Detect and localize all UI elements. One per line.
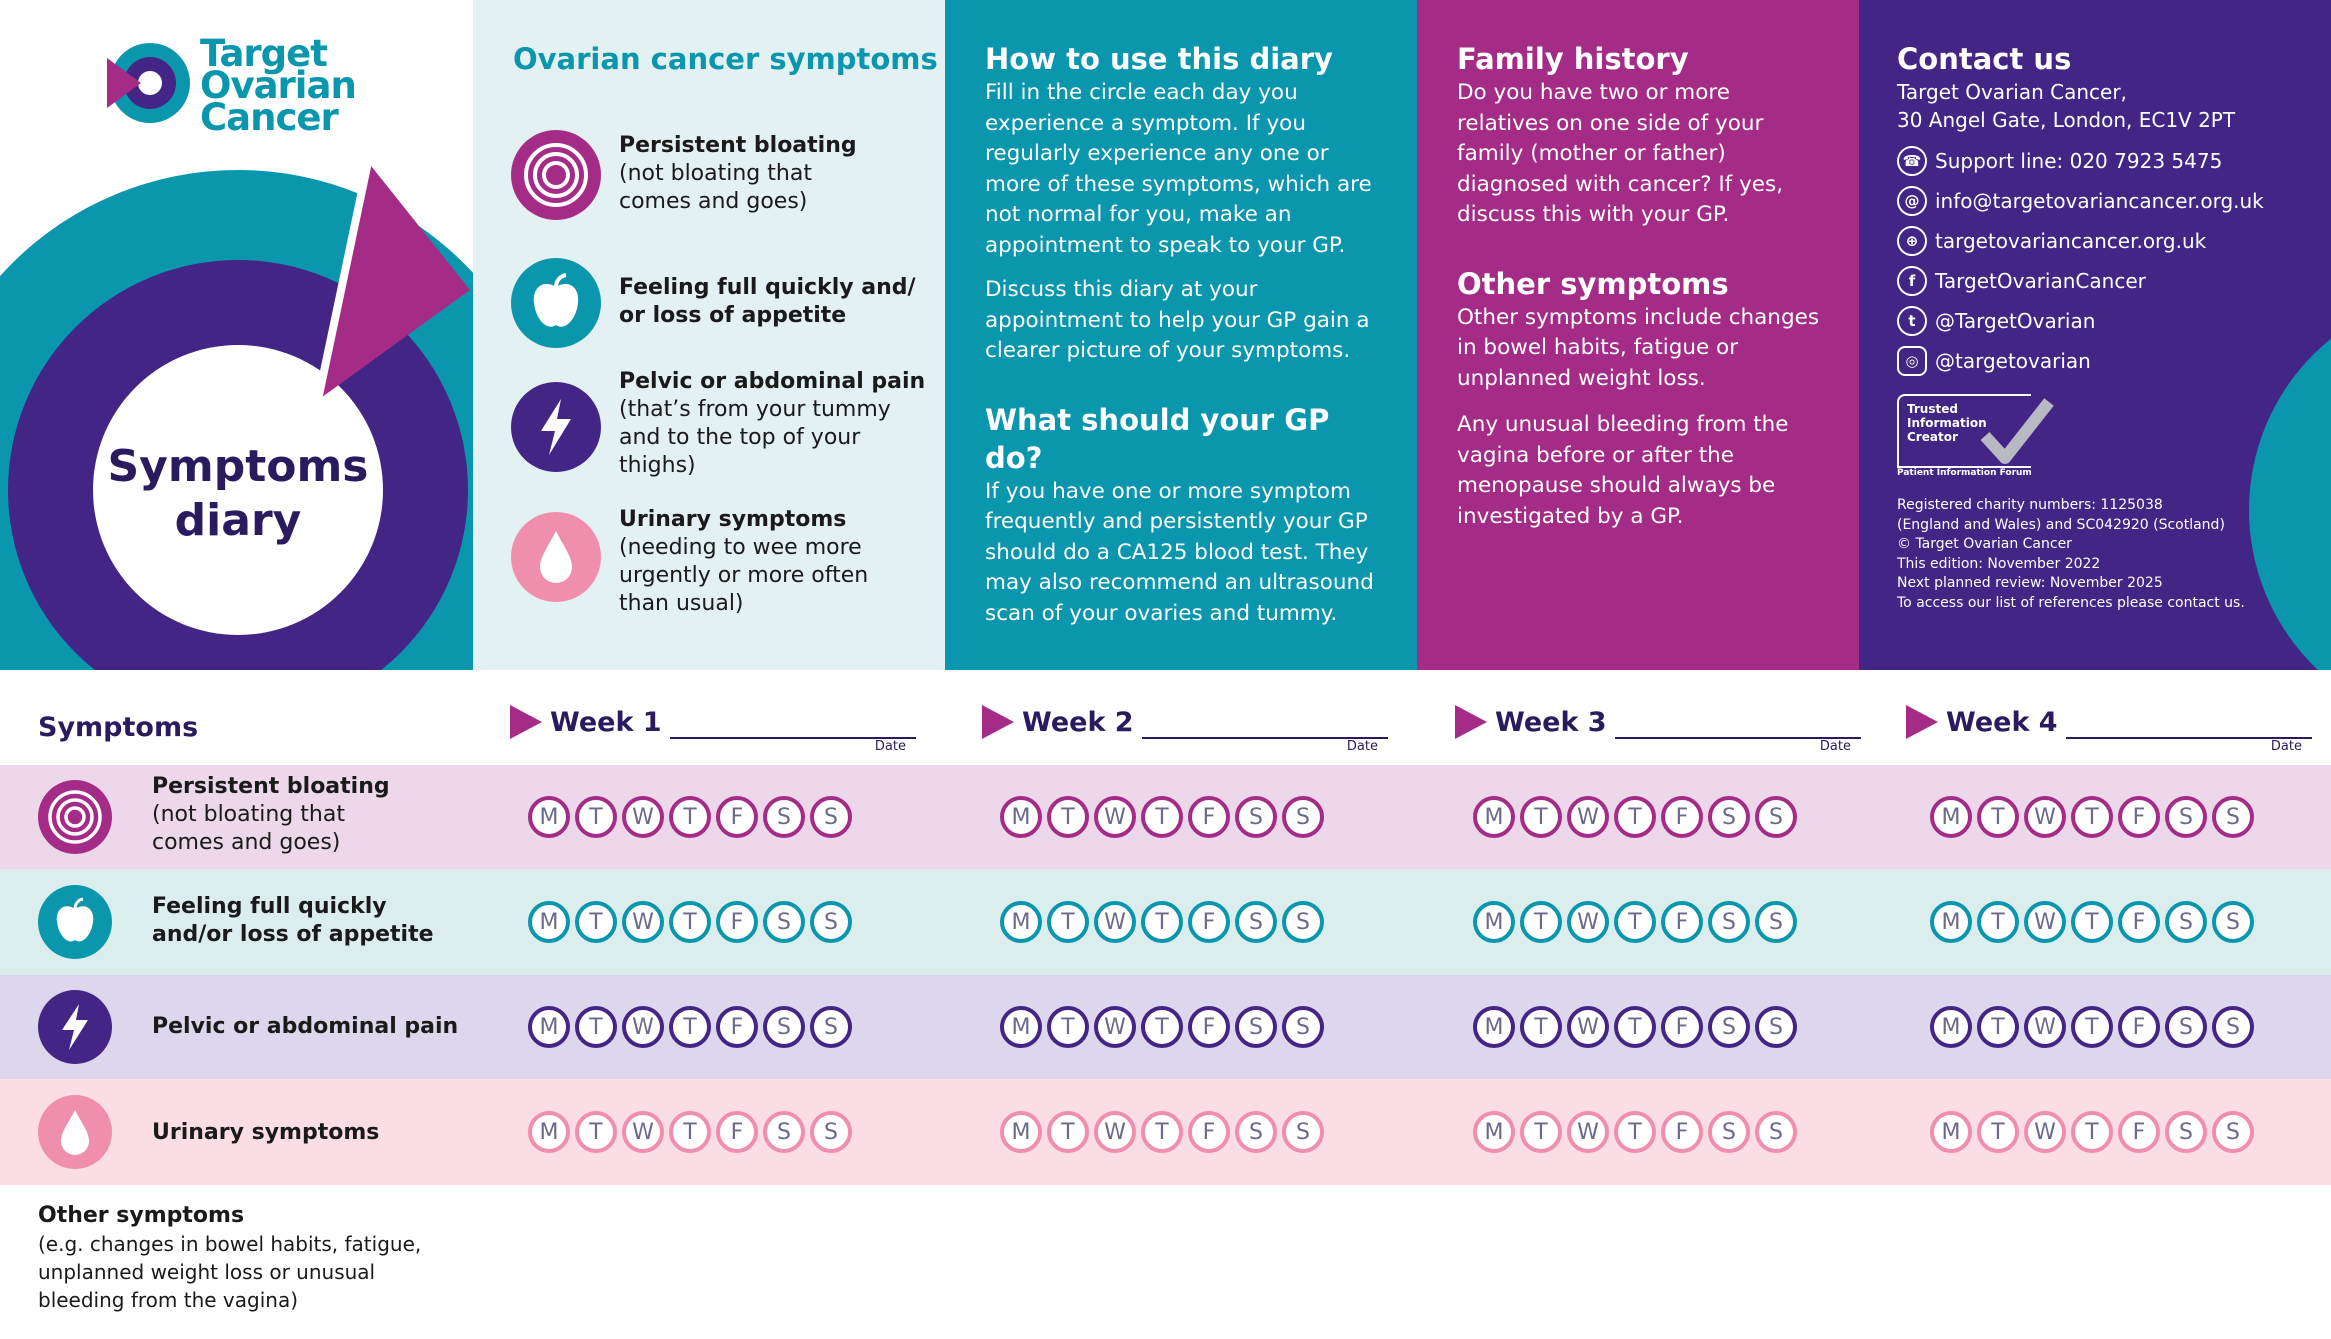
- week-3-days: [1473, 796, 1797, 838]
- day-circle[interactable]: S: [1708, 1111, 1750, 1153]
- logo-mark-icon: [105, 38, 195, 128]
- day-circle[interactable]: S: [1282, 1111, 1324, 1153]
- other-symptoms-paragraph: Other symptoms include changes in bowel habits, fatigue or unplanned weight loss.: [1457, 304, 1820, 391]
- week-4-days: [1930, 796, 2254, 838]
- week-2-days: [1000, 1006, 1324, 1048]
- day-circle[interactable]: T: [1977, 1006, 2019, 1048]
- concentric-circles-icon: [38, 780, 112, 854]
- day-circle[interactable]: S: [810, 1006, 852, 1048]
- day-circle[interactable]: T: [1520, 901, 1562, 943]
- day-circle[interactable]: W: [622, 796, 664, 838]
- phone-icon: ☎: [1897, 146, 1927, 176]
- day-circle[interactable]: F: [1188, 1006, 1230, 1048]
- day-circle[interactable]: W: [2024, 1006, 2066, 1048]
- badge-line-4: Patient Information Forum: [1897, 468, 2032, 478]
- day-circle[interactable]: T: [669, 1006, 711, 1048]
- symptom-title: Persistent bloating: [619, 133, 857, 158]
- week-3-days: [1473, 1006, 1797, 1048]
- day-circle[interactable]: T: [2071, 901, 2113, 943]
- week-4-days: [1930, 901, 2254, 943]
- day-circle[interactable]: W: [1567, 796, 1609, 838]
- day-circle[interactable]: S: [1755, 901, 1797, 943]
- week-4-days: [1930, 1111, 2254, 1153]
- day-circle[interactable]: T: [2071, 1006, 2113, 1048]
- badge-line-1: Trusted: [1907, 402, 1958, 416]
- symptom-item-urinary: [619, 506, 868, 618]
- check-mark-icon: [1977, 396, 2057, 468]
- day-circle[interactable]: F: [2118, 1111, 2160, 1153]
- symptom-title: Feeling full quickly and/ or loss of appetite: [619, 275, 916, 328]
- day-circle[interactable]: F: [716, 796, 758, 838]
- diary-row-appetite: [0, 869, 2331, 975]
- day-circle[interactable]: M: [1473, 901, 1515, 943]
- day-circle[interactable]: S: [2165, 796, 2207, 838]
- date-field[interactable]: [670, 727, 916, 739]
- row-text: [152, 1119, 379, 1147]
- diary-row-urinary: [0, 1079, 2331, 1185]
- day-circle[interactable]: W: [1094, 1111, 1136, 1153]
- row-sub: (not bloating that comes and goes): [152, 802, 345, 855]
- day-circle[interactable]: S: [1235, 1006, 1277, 1048]
- day-circle[interactable]: T: [575, 901, 617, 943]
- facebook-icon: f: [1897, 266, 1927, 296]
- day-circle[interactable]: M: [528, 796, 570, 838]
- support-line[interactable]: [1897, 146, 2297, 176]
- gp-heading: What should your GP do?: [985, 402, 1330, 475]
- day-circle[interactable]: W: [1567, 901, 1609, 943]
- charity-number-line: Registered charity numbers: 1125038: [1897, 497, 2163, 513]
- day-circle[interactable]: F: [1188, 796, 1230, 838]
- email-text: info@targetovariancancer.org.uk: [1935, 189, 2264, 213]
- day-circle[interactable]: W: [2024, 1111, 2066, 1153]
- day-circle[interactable]: M: [1473, 1111, 1515, 1153]
- row-title: Urinary symptoms: [152, 1120, 380, 1145]
- day-circle[interactable]: F: [716, 901, 758, 943]
- day-circle[interactable]: W: [1567, 1111, 1609, 1153]
- row-text: [152, 1013, 458, 1041]
- week-2-days: [1000, 1111, 1324, 1153]
- day-circle[interactable]: T: [1614, 1006, 1656, 1048]
- day-circle[interactable]: T: [1520, 1111, 1562, 1153]
- day-circle[interactable]: S: [1755, 1006, 1797, 1048]
- diary-row-pain: [0, 975, 2331, 1079]
- facebook-text: TargetOvarianCancer: [1935, 269, 2146, 293]
- week-label: Week 4: [1946, 707, 2058, 738]
- symptom-sub: (needing to wee more urgently or more often than usual): [619, 535, 869, 616]
- play-triangle-icon: [1455, 705, 1487, 739]
- symptom-sub: (not bloating that comes and goes): [619, 161, 812, 214]
- day-circle[interactable]: F: [1661, 1111, 1703, 1153]
- day-circle[interactable]: T: [575, 796, 617, 838]
- row-title: Feeling full quickly and/or loss of appetite: [152, 894, 434, 947]
- droplet-icon: [38, 1095, 112, 1169]
- instagram-text: @targetovarian: [1935, 349, 2091, 373]
- day-circle[interactable]: S: [1708, 901, 1750, 943]
- symptom-title: Urinary symptoms: [619, 507, 847, 532]
- day-circle[interactable]: M: [1930, 1111, 1972, 1153]
- day-circle[interactable]: T: [1520, 1006, 1562, 1048]
- symptoms-heading: Ovarian cancer symptoms: [513, 42, 938, 76]
- day-circle[interactable]: S: [1755, 1111, 1797, 1153]
- date-label: Date: [874, 739, 906, 754]
- symptom-item-bloating: [619, 132, 857, 216]
- edition-line: This edition: November 2022: [1897, 555, 2101, 572]
- day-circle[interactable]: S: [810, 901, 852, 943]
- day-circle[interactable]: T: [1614, 901, 1656, 943]
- date-label: Date: [2270, 739, 2302, 754]
- day-circle[interactable]: W: [622, 901, 664, 943]
- week-1-days: [528, 901, 852, 943]
- bleeding-paragraph: Any unusual bleeding from the vagina before or after the menopause should always be investigated by a GP.: [1457, 412, 1789, 529]
- day-circle[interactable]: S: [2212, 796, 2254, 838]
- badge-line-3: Creator: [1907, 430, 1958, 444]
- droplet-icon: [511, 512, 601, 602]
- day-circle[interactable]: F: [1188, 1111, 1230, 1153]
- at-icon: @: [1897, 186, 1927, 216]
- logo-wordmark: Target Ovarian Cancer: [200, 32, 356, 139]
- twitter-link[interactable]: [1897, 306, 2297, 336]
- diary-row-bloating: [0, 765, 2331, 869]
- day-circle[interactable]: S: [2165, 901, 2207, 943]
- day-circle[interactable]: T: [669, 1111, 711, 1153]
- day-circle[interactable]: T: [575, 1006, 617, 1048]
- week-1-days: [528, 796, 852, 838]
- twitter-icon: t: [1897, 306, 1927, 336]
- day-circle[interactable]: M: [1000, 1006, 1042, 1048]
- family-panel: [1417, 0, 1859, 670]
- date-field[interactable]: [1615, 727, 1861, 739]
- week-2-days: [1000, 901, 1324, 943]
- day-circle[interactable]: S: [1235, 901, 1277, 943]
- review-line: Next planned review: November 2025: [1897, 575, 2163, 591]
- howto-heading: How to use this diary: [985, 42, 1333, 76]
- day-circle[interactable]: T: [1977, 901, 2019, 943]
- gp-paragraph: If you have one or more symptom frequently and persistently your GP should do a CA125 blood test. They may also recommend an ultrasound scan of your ovaries and tummy.: [985, 478, 1374, 626]
- lightning-icon: [511, 382, 601, 472]
- day-circle[interactable]: F: [1661, 1006, 1703, 1048]
- week-3-days: [1473, 1111, 1797, 1153]
- play-triangle-icon: [1906, 705, 1938, 739]
- howto-paragraph-2: Discuss this diary at your appointment to help your GP gain a clearer picture of your symptoms.: [985, 277, 1370, 363]
- support-text: Support line: 020 7923 5475: [1935, 149, 2223, 173]
- day-circle[interactable]: S: [763, 1006, 805, 1048]
- day-circle[interactable]: W: [1094, 1006, 1136, 1048]
- day-circle[interactable]: T: [1520, 796, 1562, 838]
- day-circle[interactable]: S: [1235, 796, 1277, 838]
- cover-panel: [0, 0, 473, 670]
- email-link[interactable]: [1897, 186, 2297, 216]
- day-circle[interactable]: M: [1930, 901, 1972, 943]
- day-circle[interactable]: W: [1567, 1006, 1609, 1048]
- day-circle[interactable]: M: [528, 1111, 570, 1153]
- symptoms-column-header: Symptoms: [38, 712, 199, 743]
- day-circle[interactable]: W: [1094, 796, 1136, 838]
- day-circle[interactable]: T: [1141, 1111, 1183, 1153]
- other-symptoms-label: Other symptoms: [38, 1203, 245, 1228]
- symptom-item-pain: [619, 368, 925, 480]
- howto-paragraph-1: Fill in the circle each day you experience a symptom. If you regularly experience any one or more of these symptoms, which are not normal for you, make an appointment to speak to your GP.: [985, 80, 1372, 258]
- apple-icon: [511, 258, 601, 348]
- instagram-icon: ◎: [1897, 346, 1927, 376]
- day-circle[interactable]: S: [1282, 901, 1324, 943]
- day-circle[interactable]: S: [1755, 796, 1797, 838]
- row-title: Persistent bloating: [152, 774, 390, 799]
- row-title: Pelvic or abdominal pain: [152, 1014, 459, 1039]
- row-text: [152, 773, 390, 857]
- charity-region-line: (England and Wales) and SC042920 (Scotland): [1897, 516, 2225, 533]
- copyright-line: © Target Ovarian Cancer: [1897, 536, 2072, 552]
- day-circle[interactable]: T: [1047, 796, 1089, 838]
- week-label: Week 3: [1495, 707, 1607, 738]
- day-circle[interactable]: T: [2071, 796, 2113, 838]
- day-circle[interactable]: S: [810, 796, 852, 838]
- address-line-1: Target Ovarian Cancer,: [1897, 80, 2127, 104]
- day-circle[interactable]: F: [1661, 901, 1703, 943]
- week-3-days: [1473, 901, 1797, 943]
- facebook-link[interactable]: [1897, 266, 2297, 296]
- website-text: targetovariancancer.org.uk: [1935, 229, 2207, 253]
- instagram-link[interactable]: [1897, 346, 2297, 376]
- day-circle[interactable]: T: [1141, 901, 1183, 943]
- symptom-item-appetite: [619, 274, 916, 330]
- week-3-header: [1455, 705, 1861, 754]
- day-circle[interactable]: W: [2024, 796, 2066, 838]
- day-circle[interactable]: S: [2165, 1006, 2207, 1048]
- date-field[interactable]: [1142, 727, 1388, 739]
- day-circle[interactable]: F: [2118, 901, 2160, 943]
- date-label: Date: [1346, 739, 1378, 754]
- day-circle[interactable]: S: [2212, 1006, 2254, 1048]
- day-circle[interactable]: M: [528, 901, 570, 943]
- contact-heading: Contact us: [1897, 42, 2072, 76]
- day-circle[interactable]: S: [763, 1111, 805, 1153]
- day-circle[interactable]: F: [2118, 796, 2160, 838]
- cover-title: Symptoms diary: [107, 441, 369, 546]
- day-circle[interactable]: F: [716, 1111, 758, 1153]
- symptom-sub: (that’s from your tummy and to the top of your thighs): [619, 397, 891, 478]
- day-circle[interactable]: W: [622, 1111, 664, 1153]
- address-line-2: 30 Angel Gate, London, EC1V 2PT: [1897, 108, 2236, 132]
- day-circle[interactable]: S: [1282, 1006, 1324, 1048]
- day-circle[interactable]: T: [2071, 1111, 2113, 1153]
- day-circle[interactable]: T: [1977, 1111, 2019, 1153]
- lightning-icon: [38, 990, 112, 1064]
- day-circle[interactable]: M: [1473, 796, 1515, 838]
- day-circle[interactable]: T: [1614, 1111, 1656, 1153]
- date-label: Date: [1819, 739, 1851, 754]
- day-circle[interactable]: T: [1977, 796, 2019, 838]
- apple-icon: [38, 885, 112, 959]
- week-label: Week 1: [550, 707, 662, 738]
- day-circle[interactable]: S: [1282, 796, 1324, 838]
- day-circle[interactable]: T: [1047, 1111, 1089, 1153]
- badge-line-2: Information: [1907, 416, 1987, 430]
- day-circle[interactable]: M: [1000, 1111, 1042, 1153]
- day-circle[interactable]: M: [1000, 796, 1042, 838]
- other-symptoms-section: [38, 1202, 421, 1314]
- week-label: Week 2: [1022, 707, 1134, 738]
- row-text: [152, 893, 434, 949]
- day-circle[interactable]: S: [810, 1111, 852, 1153]
- day-circle[interactable]: M: [1930, 796, 1972, 838]
- references-line: To access our list of references please contact us.: [1897, 594, 2245, 611]
- day-circle[interactable]: T: [1614, 796, 1656, 838]
- day-circle[interactable]: F: [1188, 901, 1230, 943]
- family-heading: Family history: [1457, 42, 1689, 76]
- day-circle[interactable]: S: [2212, 1111, 2254, 1153]
- day-circle[interactable]: W: [2024, 901, 2066, 943]
- week-2-days: [1000, 796, 1324, 838]
- day-circle[interactable]: T: [575, 1111, 617, 1153]
- symptom-title: Pelvic or abdominal pain: [619, 369, 926, 394]
- trusted-creator-badge: [1897, 394, 2057, 482]
- day-circle[interactable]: S: [1708, 796, 1750, 838]
- twitter-text: @TargetOvarian: [1935, 309, 2096, 333]
- day-circle[interactable]: T: [669, 901, 711, 943]
- concentric-circles-icon: [511, 130, 601, 220]
- day-circle[interactable]: M: [1930, 1006, 1972, 1048]
- date-field[interactable]: [2066, 727, 2312, 739]
- contact-panel: [1859, 0, 2331, 670]
- day-circle[interactable]: F: [1661, 796, 1703, 838]
- other-symptoms-hint: (e.g. changes in bowel habits, fatigue, unplanned weight loss or unusual bleeding from the vagina): [38, 1232, 422, 1312]
- day-circle[interactable]: S: [2165, 1111, 2207, 1153]
- week-1-header: [510, 705, 916, 754]
- family-paragraph: Do you have two or more relatives on one side of your family (mother or father) diagnosed with cancer? If yes, discuss this with your GP.: [1457, 80, 1784, 227]
- other-symptoms-heading: Other symptoms: [1457, 266, 1729, 301]
- day-circle[interactable]: T: [1047, 1006, 1089, 1048]
- day-circle[interactable]: W: [1094, 901, 1136, 943]
- day-circle[interactable]: S: [2212, 901, 2254, 943]
- website-link[interactable]: [1897, 226, 2297, 256]
- day-circle[interactable]: T: [1141, 796, 1183, 838]
- day-circle[interactable]: S: [1708, 1006, 1750, 1048]
- day-circle[interactable]: F: [2118, 1006, 2160, 1048]
- day-circle[interactable]: S: [1235, 1111, 1277, 1153]
- play-triangle-icon: [982, 705, 1014, 739]
- play-triangle-icon: [510, 705, 542, 739]
- week-1-days: [528, 1006, 852, 1048]
- howto-panel: [945, 0, 1417, 670]
- day-circle[interactable]: T: [669, 796, 711, 838]
- week-4-header: [1906, 705, 2312, 754]
- week-1-days: [528, 1111, 852, 1153]
- week-2-header: [982, 705, 1388, 754]
- day-circle[interactable]: F: [716, 1006, 758, 1048]
- day-circle[interactable]: M: [1473, 1006, 1515, 1048]
- day-circle[interactable]: T: [1141, 1006, 1183, 1048]
- day-circle[interactable]: M: [528, 1006, 570, 1048]
- day-circle[interactable]: S: [763, 901, 805, 943]
- day-circle[interactable]: M: [1000, 901, 1042, 943]
- symptoms-panel: [473, 0, 945, 670]
- day-circle[interactable]: S: [763, 796, 805, 838]
- globe-icon: ⊕: [1897, 226, 1927, 256]
- day-circle[interactable]: T: [1047, 901, 1089, 943]
- week-4-days: [1930, 1006, 2254, 1048]
- day-circle[interactable]: W: [622, 1006, 664, 1048]
